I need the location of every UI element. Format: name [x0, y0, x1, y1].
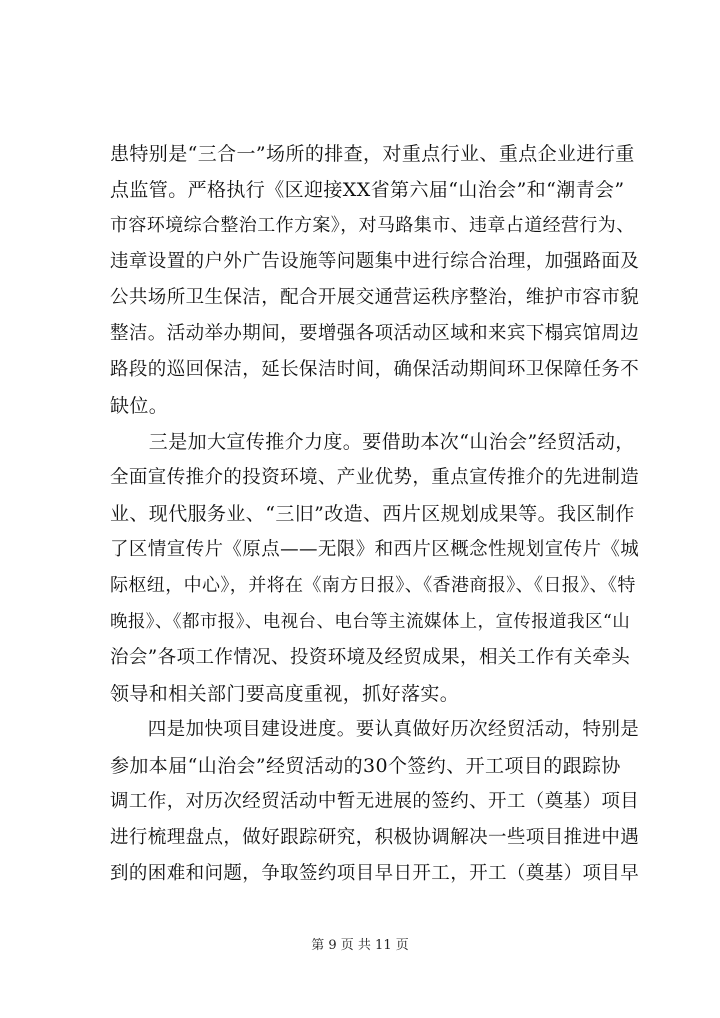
page-number-footer: 第 9 页 共 11 页: [311, 938, 409, 953]
text-line: 违章设置的户外广告设施等问题集中进行综合治理，加强路面及: [110, 251, 640, 272]
text-line: 领导和相关部门要高度重视，抓好落实。: [110, 683, 460, 705]
body-text: [110, 136, 640, 892]
text-line: 全面宣传推介的投资环境、产业优势，重点宣传推介的先进制造: [110, 467, 640, 488]
text-line: 际枢纽，中心》，并将在《南方日报》、《香港商报》、《日报》、《特: [110, 575, 636, 596]
text-line: 三是加大宣传推介力度。要借助本次“山治会”经贸活动，: [110, 431, 635, 453]
text-line: 患特别是“三合一”场所的排查，对重点行业、重点企业进行重: [110, 143, 635, 165]
text-line: 晚报》、《都市报》、电视台、电台等主流媒体上，宣传报道我区“山: [110, 612, 631, 632]
text-line: 四是加快项目建设进度。要认真做好历次经贸活动，特别是: [110, 719, 640, 740]
text-line: 调工作，对历次经贸活动中暂无进展的签约、开工（奠基）项目: [110, 791, 640, 812]
text-line: 参加本届“山治会”经贸活动的30个签约、开工项目的跟踪协: [110, 755, 621, 777]
text-line: 缺位。: [110, 395, 169, 417]
text-line: 进行梳理盘点，做好跟踪研究，积极协调解决一些项目推进中遇: [110, 827, 640, 848]
text-line: 治会”各项工作情况、投资环境及经贸成果，相关工作有关牵头: [110, 647, 631, 668]
text-line: 公共场所卫生保洁，配合开展交通营运秩序整治，维护市容市貌: [110, 287, 640, 308]
text-line: 到的困难和问题，争取签约项目早日开工，开工（奠基）项目早: [110, 863, 640, 884]
text-line: 市容环境综合整治工作方案》，对马路集市、违章占道经营行为、: [110, 215, 635, 236]
text-line: 整洁。活动举办期间，要增强各项活动区域和来宾下榻宾馆周边: [110, 323, 640, 344]
text-line: 业、现代服务业、“三旧”改造、西片区规划成果等。我区制作: [110, 503, 635, 525]
text-line: 路段的巡回保洁，延长保洁时间，确保活动期间环卫保障任务不: [110, 359, 640, 380]
text-line: 点监管。严格执行《区迎接XX省第六届“山治会”和“潮青会”: [110, 179, 625, 201]
text-line: 了区情宣传片《原点——无限》和西片区概念性规划宣传片《城: [110, 539, 640, 560]
